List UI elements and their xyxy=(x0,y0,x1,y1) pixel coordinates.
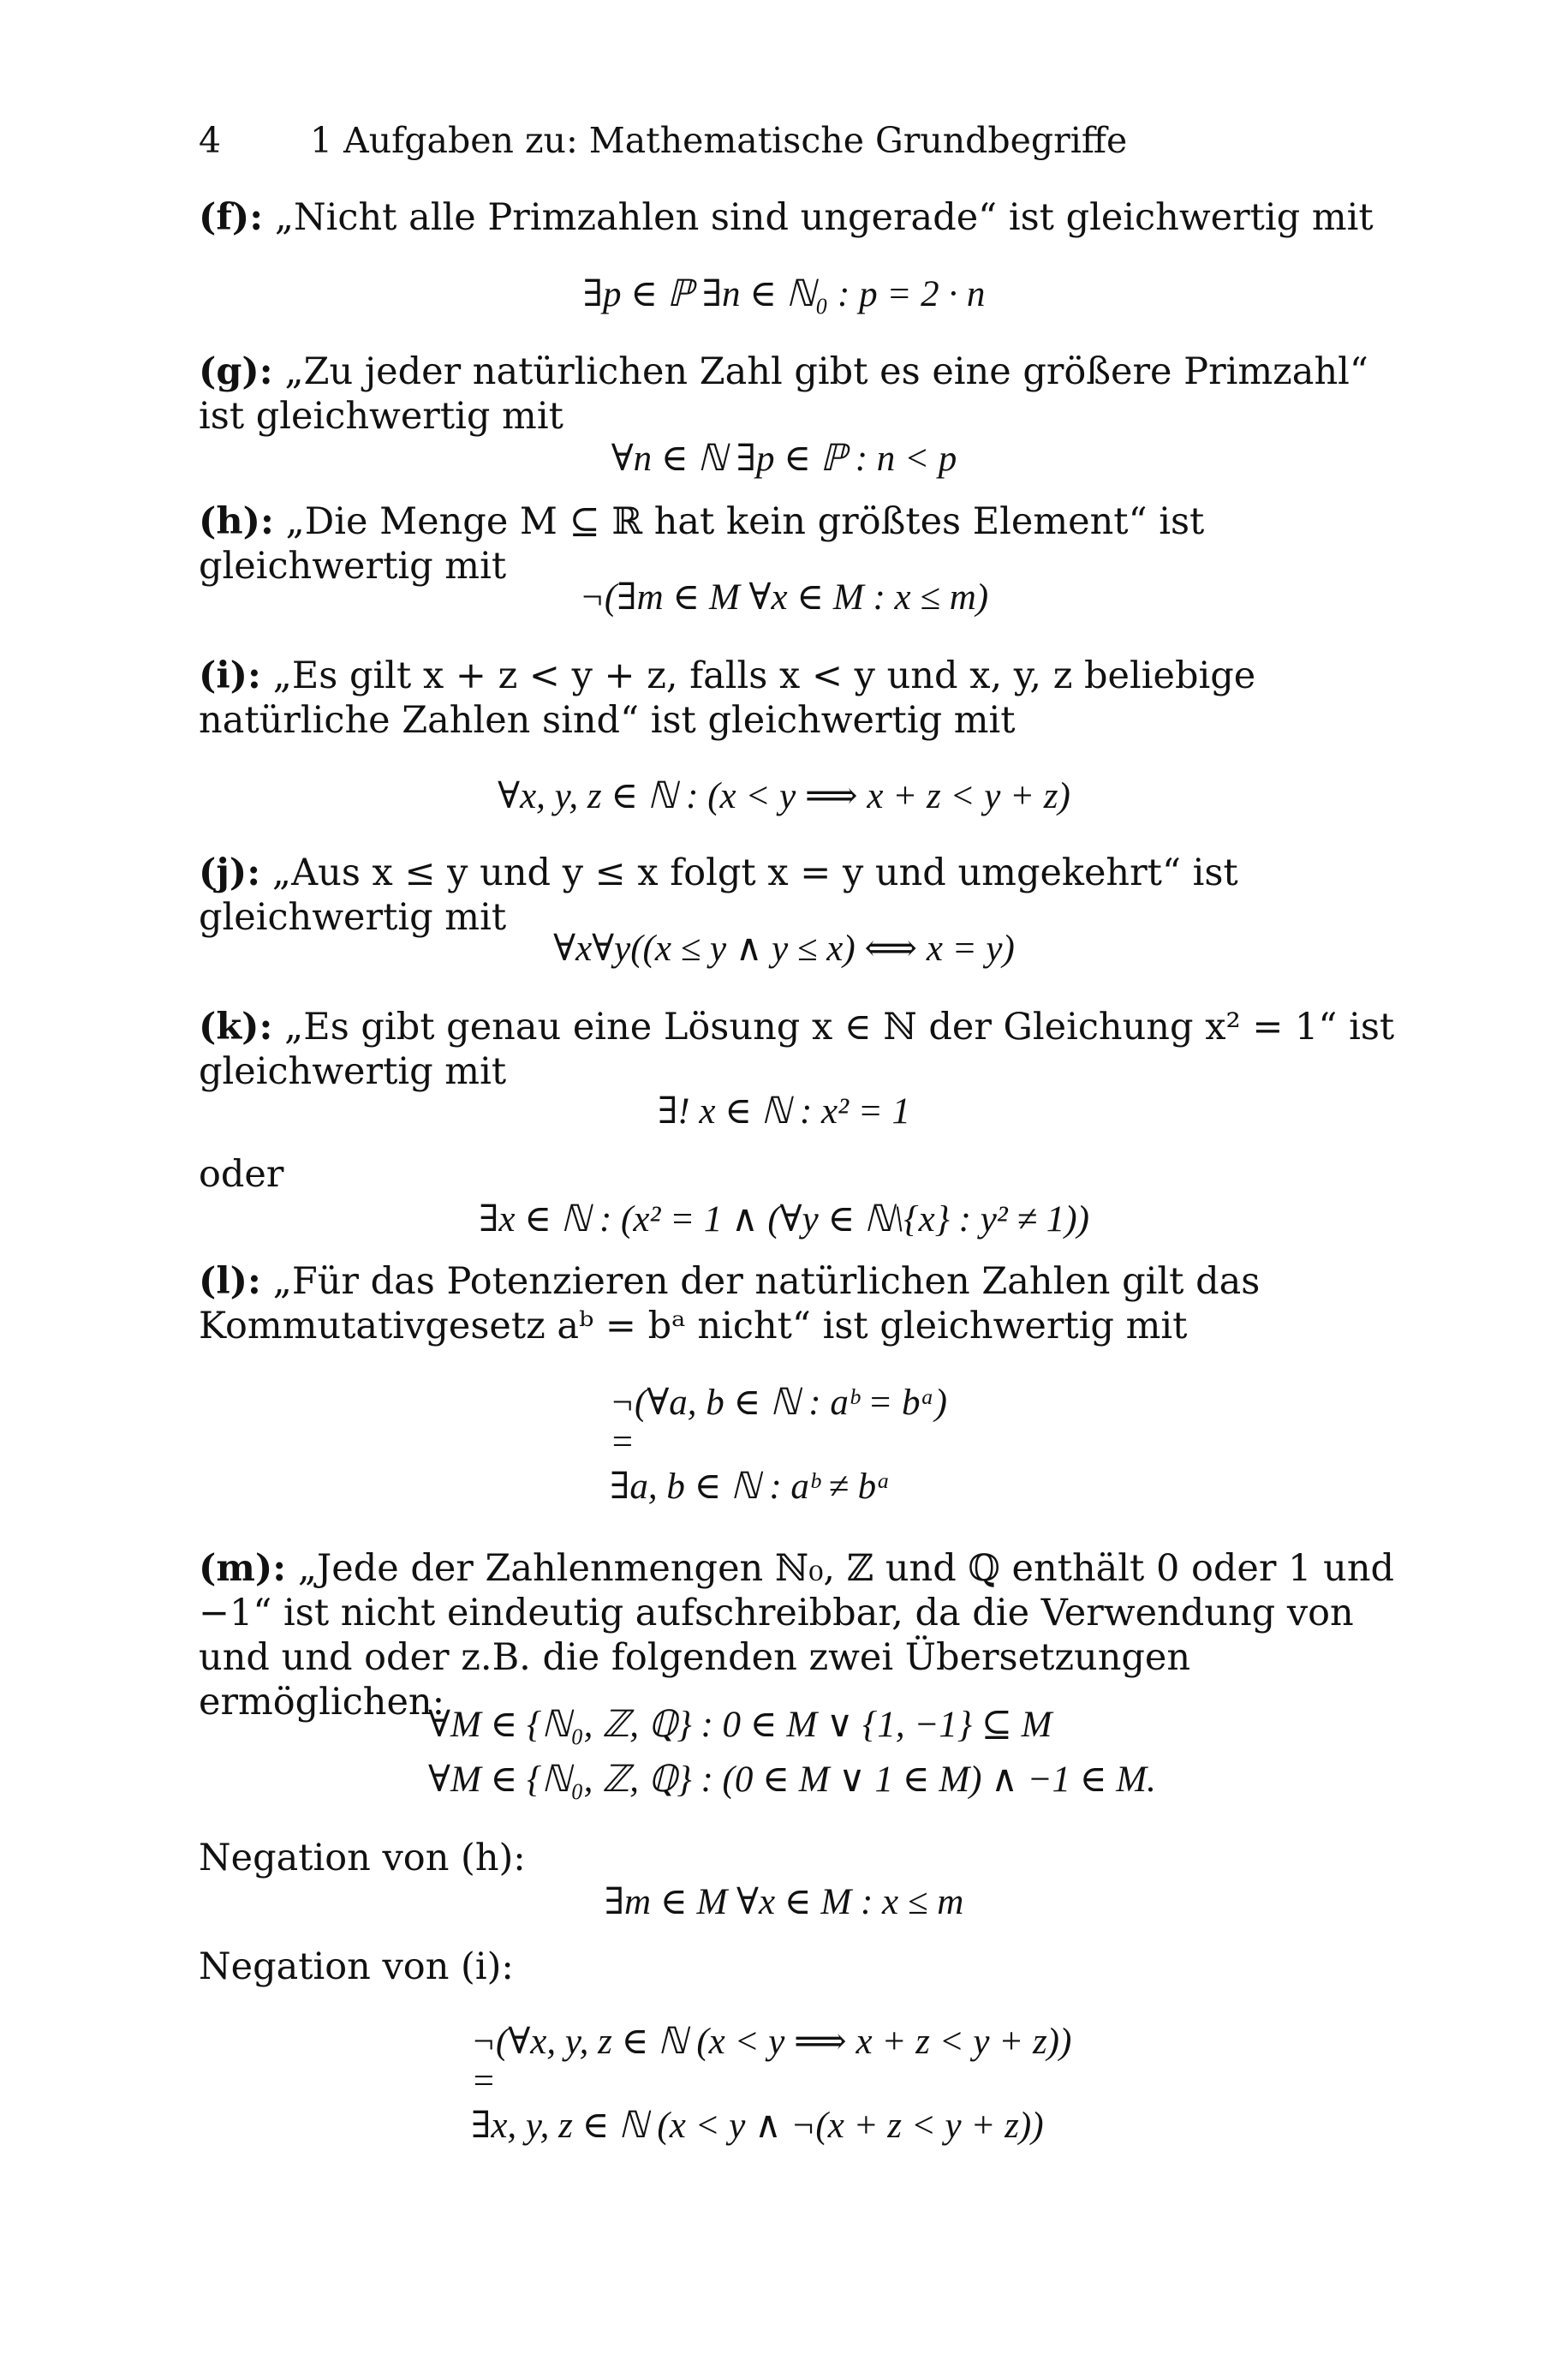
item-label: (k): xyxy=(199,1006,273,1049)
formula-l-line: = xyxy=(610,1422,635,1462)
item-text: „Die Menge M ⊆ ℝ hat kein größtes Element“ ist gleichwertig mit xyxy=(199,500,1205,588)
formula-m-line: ∀M ∈ {ℕ₀, ℤ, ℚ} : (0 ∈ M ∨ 1 ∈ M) ∧ −1 ∈ M. xyxy=(428,1760,1156,1800)
formula-h: ¬(∃m ∈ M ∀x ∈ M : x ≤ m) xyxy=(579,577,989,618)
formula-j: ∀x∀y((x ≤ y ∧ y ≤ x) ⟺ x = y) xyxy=(553,929,1015,969)
formula-l-line: ∃a, b ∈ ℕ : aᵇ ≠ bᵃ xyxy=(610,1467,891,1507)
item-label: (m): xyxy=(199,1547,287,1590)
item-label: (j): xyxy=(199,851,261,894)
negation-h-formula: ∃m ∈ M ∀x ∈ M : x ≤ m xyxy=(604,1882,964,1922)
negation-h-label: Negation von (h): xyxy=(199,1837,526,1879)
item-text: „Aus x ≤ y und y ≤ x folgt x = y und umgekehrt“ ist gleichwertig mit xyxy=(199,851,1238,939)
negation-i-line: ¬(∀x, y, z ∈ ℕ (x < y ⟹ x + z < y + z)) xyxy=(471,2022,1072,2062)
formula-f: ∃p ∈ ℙ ∃n ∈ ℕ₀ : p = 2 · n xyxy=(582,274,986,314)
item-g xyxy=(199,350,1406,439)
negation-i-label: Negation von (i): xyxy=(199,1945,514,1988)
running-header xyxy=(199,120,1127,161)
formula-k-alt: ∃x ∈ ℕ : (x² = 1 ∧ (∀y ∈ ℕ\{x} : y² ≠ 1)) xyxy=(479,1199,1089,1240)
item-label: (l): xyxy=(199,1260,261,1303)
item-label: (f): xyxy=(199,196,264,239)
running-title: 1 Aufgaben zu: Mathematische Grundbegriffe xyxy=(310,120,1128,161)
item-text: „Nicht alle Primzahlen sind ungerade“ ist gleichwertig mit xyxy=(274,196,1374,239)
item-text: „Es gilt x + z < y + z, falls x < y und x, y, z beliebige natürliche Zahlen sind“ ist gleichwertig mit xyxy=(199,654,1256,742)
formula-g: ∀n ∈ ℕ ∃p ∈ ℙ : n < p xyxy=(611,439,957,479)
item-text: „Es gibt genau eine Lösung x ∈ ℕ der Gleichung x² = 1“ ist gleichwertig mit xyxy=(199,1006,1395,1093)
item-label: (i): xyxy=(199,654,261,697)
item-text: „Zu jeder natürlichen Zahl gibt es eine größere Primzahl“ ist gleichwertig mit xyxy=(199,350,1368,438)
item-text: „Für das Potenzieren der natürlichen Zahlen gilt das Kommutativgesetz aᵇ = bᵃ nicht“ ist gleichwertig mit xyxy=(199,1260,1261,1347)
page-number: 4 xyxy=(199,120,222,161)
item-i xyxy=(199,654,1406,743)
item-label: (g): xyxy=(199,350,273,393)
negation-i-line: = xyxy=(471,2061,497,2101)
negation-i-line: ∃x, y, z ∈ ℕ (x < y ∧ ¬(x + z < y + z)) xyxy=(471,2106,1044,2146)
item-label: (h): xyxy=(199,500,274,543)
item-f xyxy=(199,195,1406,240)
item-k xyxy=(199,1005,1406,1094)
formula-l-line: ¬(∀a, b ∈ ℕ : aᵇ = bᵃ) xyxy=(610,1383,947,1423)
item-m xyxy=(199,1546,1406,1724)
formula-k: ∃! x ∈ ℕ : x² = 1 xyxy=(657,1091,911,1132)
formula-i: ∀x, y, z ∈ ℕ : (x < y ⟹ x + z < y + z) xyxy=(498,776,1070,816)
item-l xyxy=(199,1259,1406,1348)
connector-oder: oder xyxy=(199,1153,284,1196)
formula-m-line: ∀M ∈ {ℕ₀, ℤ, ℚ} : 0 ∈ M ∨ {1, −1} ⊆ M xyxy=(428,1705,1052,1745)
item-text: „Jede der Zahlenmengen ℕ₀, ℤ und ℚ enthält 0 oder 1 und −1“ ist nicht eindeutig aufschreibbar, da die Verwendung von und und oder z.B. die folgenden zwei Übersetzungen ermöglichen: xyxy=(199,1547,1395,1724)
